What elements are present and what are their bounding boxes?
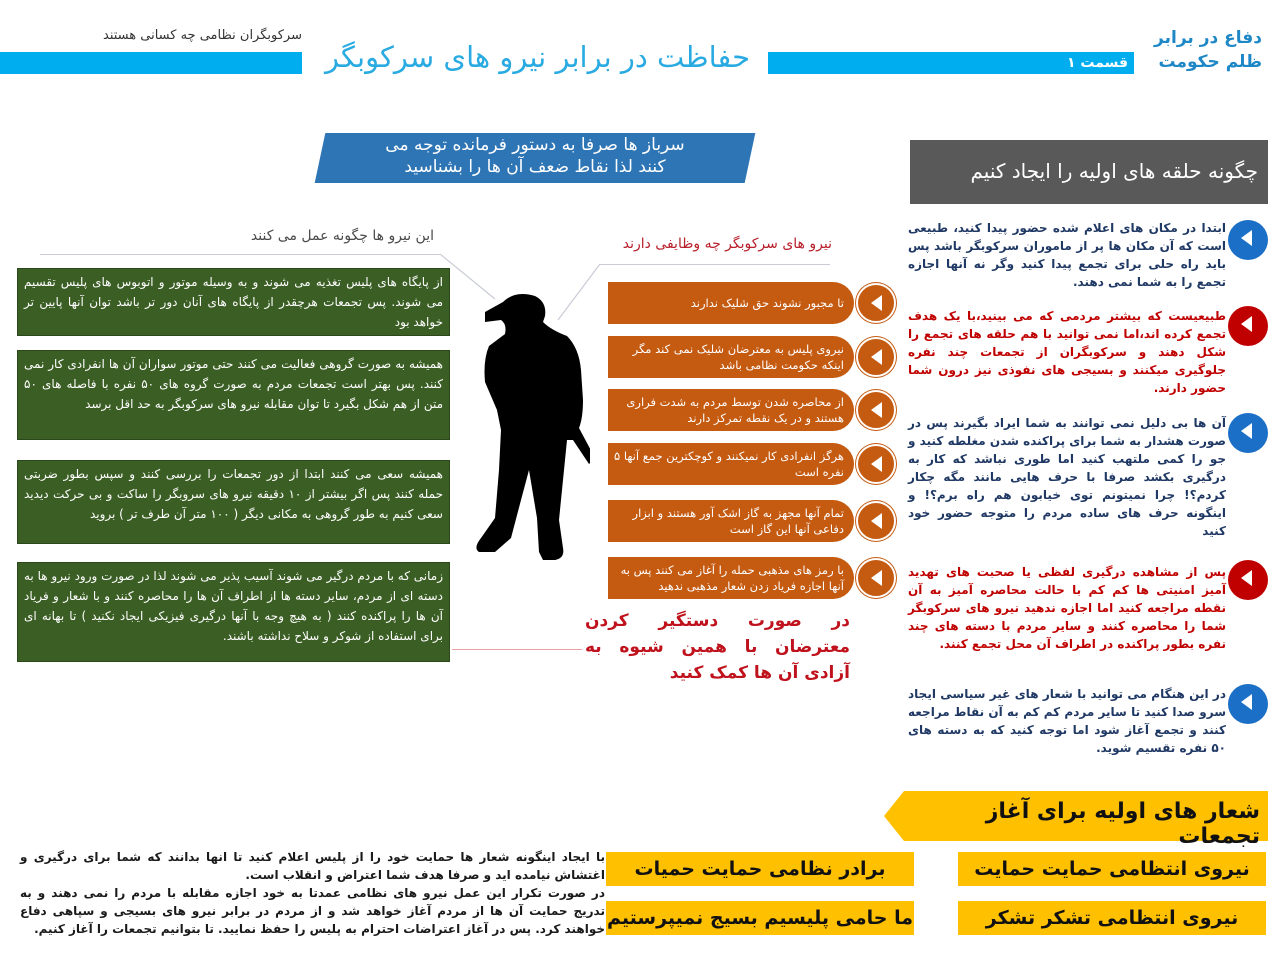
header-left-subtitle: سرکوبگران نظامی چه کسانی هستند [103, 28, 302, 43]
play-left-triangle-icon [856, 283, 896, 323]
duty-item-4 [608, 443, 854, 485]
circle-step-1: ابتدا در مکان های اعلام شده حضور پیدا کنید، طبیعی است که آن مکان ها پر از ماموران سرکوبگر باشد پس باید راه حلی برای تجمع پیدا کنید وگر نه آنها اجازه تجمع را به شما نمی دهند. [908, 221, 1226, 289]
divider [40, 254, 440, 255]
divider [600, 264, 830, 265]
play-left-triangle-icon [1228, 560, 1268, 600]
play-left-triangle-icon [1228, 413, 1268, 453]
header-bar-right [768, 52, 1134, 74]
how-item-3: همیشه سعی می کنند ابتدا از دور تجمعات را بررسی کنند و سپس بطور ضربتی حمله کنند پس اگر بیشتر از ۱۰ دقیقه نیرو های سروبگر را ساکت و بی حرکت دیدید سعی کنیم به طور گروهی به مکانی دیگر ( ۱۰۰ متر آن طرف تر ) بروید [17, 460, 450, 544]
play-left-triangle-icon [856, 444, 896, 484]
slogan-4: ما حامی پلیسیم بسیج نمیپرستیم [606, 901, 914, 935]
play-left-triangle-icon [1228, 684, 1268, 724]
play-left-triangle-icon [1228, 220, 1268, 260]
play-left-triangle-icon [1228, 306, 1268, 346]
duty-text: نیروی پلیس به معترضان شلیک نمی کند مگر اینکه حکومت نظامی باشد [632, 342, 844, 372]
circle-step-2: طبیعیست که بیشتر مردمی که می بینید،با یک هدف تجمع کرده اند،اما نمی توانید با هم حلقه های تجمع را شکل دهند و سرکوبگران از تجمعات چند نفره جلوگیری میکنند و بسیجی های نفوذی نیز درون شما حضور دارند. [908, 309, 1226, 395]
how-item-2: همیشه به صورت گروهی فعالیت می کنند حتی موتور سواران آن ها انفرادی کار نمی کنند. پس بهتر است تجمعات مردم به صورت گروه های ۵۰ نفره با فاصله های ۵۰ متن از هم شکل بگیرد تا توان مقابله نیرو های سرکوبگر به حد اقل برسد [17, 350, 450, 440]
play-left-triangle-icon [856, 337, 896, 377]
banner [325, 134, 745, 182]
brand [1140, 26, 1262, 74]
slogans-heading: شعار های اولیه برای آغاز تجمعات [985, 799, 1260, 849]
slogan-3: نیروی انتظامی تشکر تشکر [958, 901, 1266, 935]
page-title: حفاظت در برابر نیرو های سرکوبگر [324, 40, 751, 74]
circles-heading: چگونه حلقه های اولیه را ایجاد کنیم [910, 140, 1268, 204]
duty-item-2 [608, 336, 854, 378]
slogan-2: برادر نظامی حمایت حمیات [606, 852, 914, 886]
duty-text: با رمز های مذهبی حمله را آغاز می کنند پس به آنها اجازه فریاد زدن شعار مذهبی ندهید [620, 563, 844, 593]
slogans-note-1: با ایجاد اینگونه شعار ها حمایت خود را از پلیس اعلام کنید تا انها بدانند که شما برای درگیری و اغتشاش نیامده اید و صرفا هدف شما اعتراض و انقلاب است. [20, 850, 605, 882]
callout-line [452, 649, 582, 650]
circle-step-5: در این هنگام می توانید با شعار های غیر سیاسی ایجاد سرو صدا کنید تا سایر مردم کم کم به آن نقاط مراجعه کنند و تجمع آغاز شود اما توجه کنید که به دسته های ۵۰ نفره تقسیم شوید. [908, 687, 1226, 755]
circle-step-4: پس از مشاهده درگیری لفظی یا صحبت های تهدید آمیز امنیتی ها کم کم با حالت محاصره آمیز به آن نقطه مراجعه کنید اما اجازه ندهید نیرو های سرکوبگر شما را محاصره کنند و سایر مردم با دسته های چند نفره بطور پراکنده در اطراف آن محل تجمع کنند. [908, 565, 1226, 651]
brand-line-2: ظلم حکومت [1158, 52, 1262, 72]
release-callout: در صورت دستگیر کردن معترضان با همین شیوه به آزادی آن ها کمک کنید [585, 611, 850, 683]
circle-step-3: آن ها بی دلیل نمی توانند به شما ایراد بگیرند پس در صورت هشدار به شما برای پراکنده شدن مغلطه کنید و جو را کمی ملتهب کنید اما طوری نباشد که کار به درگیری بکشد صرفا با حرف هایی مانند مگه چکار کردم؟! چرا نمیتونم توی خیابون هم راه برم؟! و اینگونه حرف های ساده مردم را متوجه حضور خود کنید [908, 416, 1226, 538]
duty-item-5 [608, 500, 854, 542]
banner-line-1: سرباز ها صرفا به دستور فرمانده توجه می [385, 135, 685, 155]
header-bar-left [0, 52, 302, 74]
slogans-note-2: در صورت تکرار این عمل نیرو های نظامی عمدتا به خود اجازه مقابله با مردم را نمی دهند و به تدریج حمایت آن ها از مردم آغاز خواهد شد و از مردم در برابر نیرو های بسیجی و سپاهی دفاع خواهند کرد. پس در آغاز اعتراضات احترام به پلیس را حفظ نمایید. تا بتوانیم تجمعات را آغاز کنیم. [20, 886, 605, 936]
slogan-1: نیروی انتظامی حمایت حمایت [958, 852, 1266, 886]
brand-line-1: دفاع در برابر [1154, 28, 1262, 48]
duties-heading: نیرو های سرکوبگر چه وظایفی دارند [622, 236, 832, 252]
duty-text: از محاصره شدن توسط مردم به شدت فراری هستند و در یک نقطه تمرکز دارند [626, 395, 844, 425]
part-label: قسمت ۱ [1066, 55, 1128, 71]
duty-item-1 [608, 282, 854, 324]
duty-text: هرگز انفرادی کار نمیکنند و کوچکترین جمع آنها ۵ نفره است [614, 449, 844, 479]
banner-line-2: کنند لذا نقاط ضعف آن ها را بشناسید [404, 157, 666, 177]
duty-text: تا مجبور نشوند حق شلیک ندارند [690, 296, 844, 310]
duty-item-3 [608, 389, 854, 431]
soldier-silhouette-icon [455, 290, 590, 565]
how-item-1: از پایگاه های پلیس تغذیه می شوند و به وسیله موتور و اتوبوس های پلیس تقسیم می شوند. پس تجمعات هرچقدر از پایگاه های آنان دور تر باشد توان آنها پایین تر خواهد بود [17, 268, 450, 336]
play-left-triangle-icon [856, 501, 896, 541]
how-item-4: زمانی که با مردم درگیر می شوند آسیب پذیر می شوند لذا در صورت ورود نیرو ها به دسته ای از مردم، سایر دسته ها از اطراف آن ها را محاصره کنند و با شعار و فریاد آن ها را پراکنده کنند ( به هیچ وجه با آنها درگیری فیزیکی ایجاد نکنید ) تا بهانه ای برای استفاده از شوکر و سلاح نداشته باشند. [17, 562, 450, 662]
play-left-triangle-icon [856, 558, 896, 598]
duty-item-6 [608, 557, 854, 599]
how-they-act-heading: این نیرو ها چگونه عمل می کنند [250, 228, 434, 244]
play-left-triangle-icon [856, 390, 896, 430]
duty-text: تمام آنها مجهز به گاز اشک آور هستند و ابزار دفاعی آنها این گاز است [632, 506, 844, 536]
slogans-explanation [20, 848, 605, 938]
